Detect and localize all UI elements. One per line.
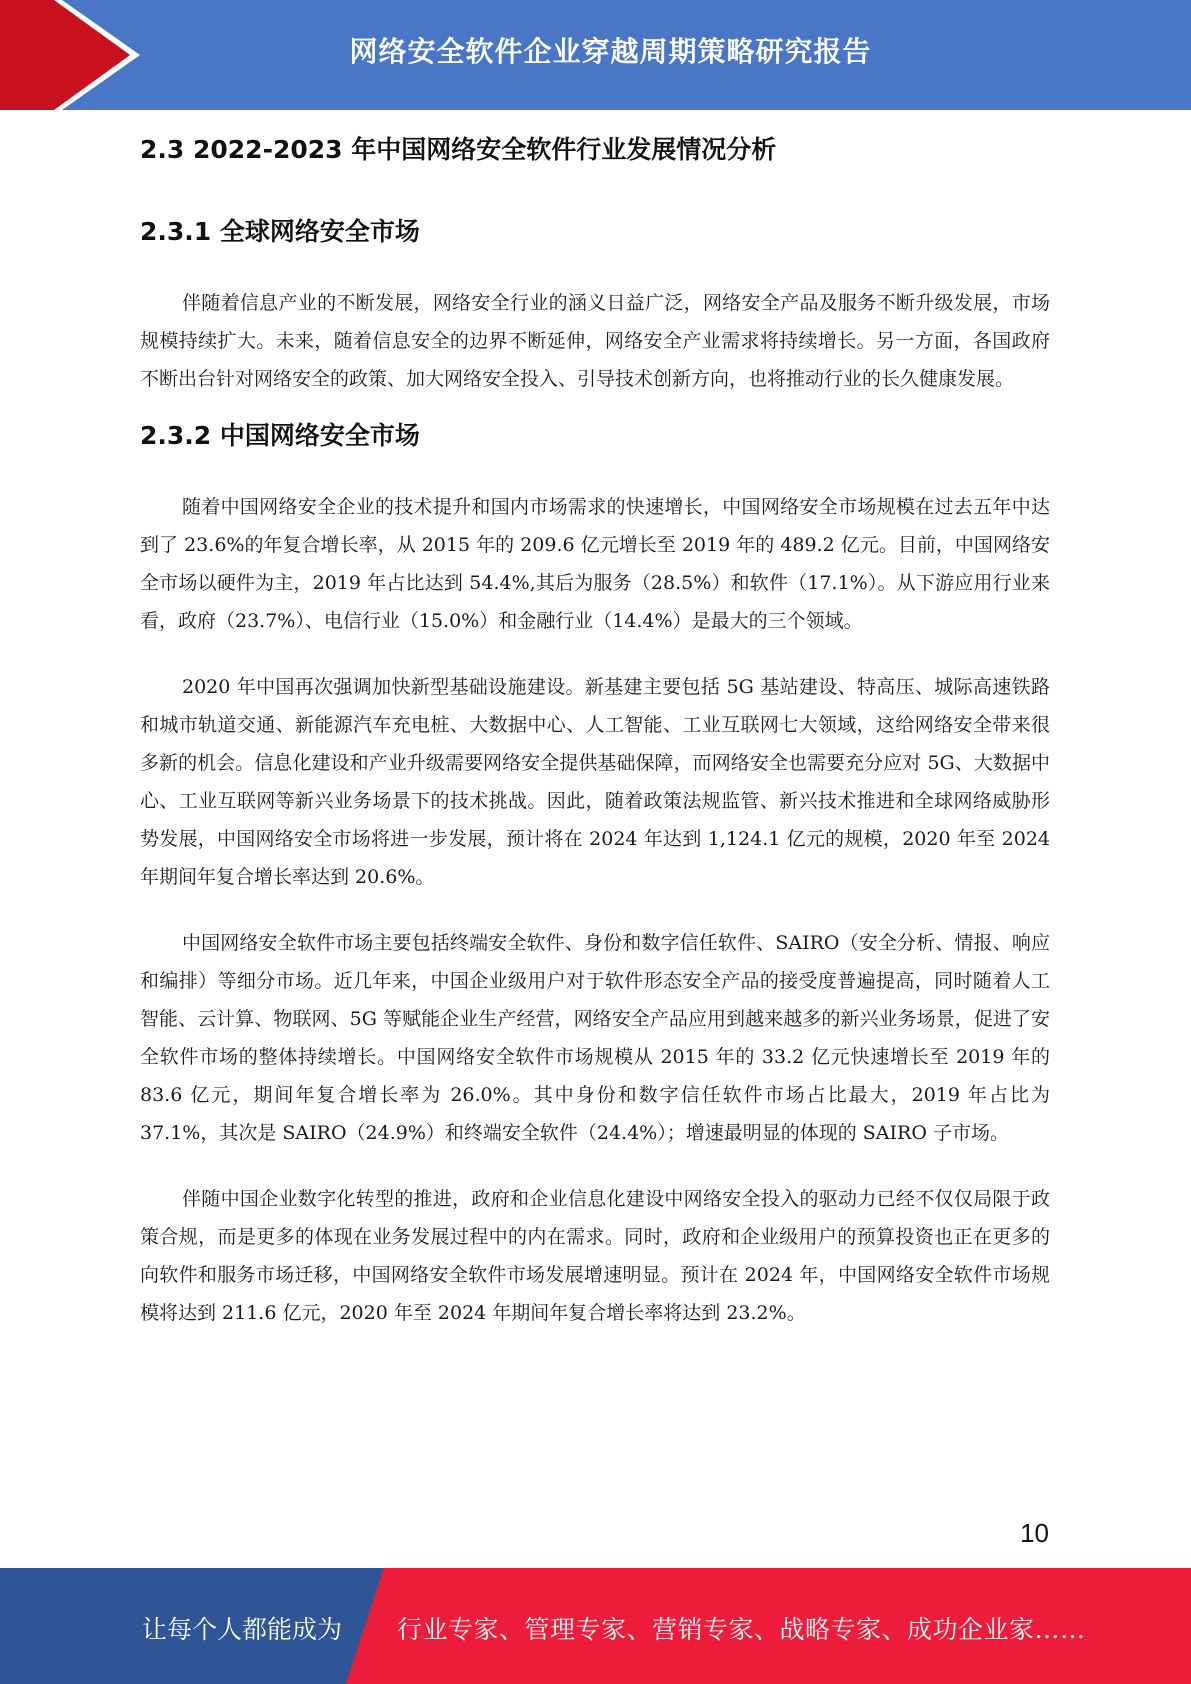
page-number: 10 bbox=[1020, 1518, 1049, 1548]
section-2-3-2-heading: 2.3.2 中国网络安全市场 bbox=[140, 421, 420, 450]
section-2-3-1-heading: 2.3.1 全球网络安全市场 bbox=[140, 217, 420, 246]
page-content bbox=[140, 130, 1050, 1332]
section-2-3-2-paragraph-4: 伴随中国企业数字化转型的推进，政府和企业信息化建设中网络安全投入的驱动力已经不仅仅局限于政策合规，而是更多的体现在业务发展过程中的内在需求。同时，政府和企业级用户的预算投资也正在更多的向软件和服务市场迁移，中国网络安全软件市场发展增速明显。预计在 2024 年，中国网络安全软件市场规模将达到 211.6 亿元，2020 年至 2024 年期间年复合增长率将达到 23.2%。 bbox=[140, 1188, 1050, 1324]
section-2-3-1-paragraph-1: 伴随着信息产业的不断发展，网络安全行业的涵义日益广泛，网络安全产品及服务不断升级发展，市场规模持续扩大。未来，随着信息安全的边界不断延伸，网络安全产业需求将持续增长。另一方面，各国政府不断出台针对网络安全的政策、加大网络安全投入、引导技术创新方向，也将推动行业的长久健康发展。 bbox=[140, 292, 1050, 390]
footer-slogan-right: 行业专家、管理专家、营销专家、战略专家、成功企业家…… bbox=[397, 1615, 1086, 1644]
footer-slogan-left: 让每个人都能成为 bbox=[142, 1615, 343, 1644]
page-header bbox=[0, 0, 1191, 110]
section-2-3-2-paragraph-2: 2020 年中国再次强调加快新型基础设施建设。新基建主要包括 5G 基站建设、特高压、城际高速铁路和城市轨道交通、新能源汽车充电桩、大数据中心、人工智能、工业互联网七大领域，这给网络安全带来很多新的机会。信息化建设和产业升级需要网络安全提供基础保障，而网络安全也需要充分应对 5G、大数据中心、工业互联网等新兴业务场景下的技术挑战。因此，随着政策法规监管、新兴技术推进和全球网络威胁形势发展，中国网络安全市场将进一步发展，预计将在 2024 年达到 1,124.1 亿元的规模，2020 年至 2024 年期间年复合增长率达到 20.6%。 bbox=[140, 676, 1050, 888]
page-footer bbox=[0, 1568, 1191, 1684]
section-2-3-heading: 2.3 2022-2023 年中国网络安全软件行业发展情况分析 bbox=[140, 135, 777, 164]
report-title: 网络安全软件企业穿越周期策略研究报告 bbox=[349, 35, 872, 68]
section-2-3-2-paragraph-3: 中国网络安全软件市场主要包括终端安全软件、身份和数字信任软件、SAIRO（安全分析、情报、响应和编排）等细分市场。近几年来，中国企业级用户对于软件形态安全产品的接受度普遍提高，同时随着人工智能、云计算、物联网、5G 等赋能企业生产经营，网络安全产品应用到越来越多的新兴业务场景，促进了安全软件市场的整体持续增长。中国网络安全软件市场规模从 2015 年的 33.2 亿元快速增长至 2019 年的 83.6 亿元，期间年复合增长率为 26.0%。其中身份和数字信任软件市场占比最大，2019 年占比为 37.1%，其次是 SAIRO（24.9%）和终端安全软件（24.4%）；增速最明显的体现的 SAIRO 子市场。 bbox=[140, 932, 1050, 1144]
section-2-3-2-paragraph-1: 随着中国网络安全企业的技术提升和国内市场需求的快速增长，中国网络安全市场规模在过去五年中达到了 23.6%的年复合增长率，从 2015 年的 209.6 亿元增长至 2019 年的 489.2 亿元。目前，中国网络安全市场以硬件为主，2019 年占比达到 54.4%,其后为服务（28.5%）和软件（17.1%）。从下游应用行业来看，政府（23.7%）、电信行业（15.0%）和金融行业（14.4%）是最大的三个领域。 bbox=[140, 496, 1050, 632]
